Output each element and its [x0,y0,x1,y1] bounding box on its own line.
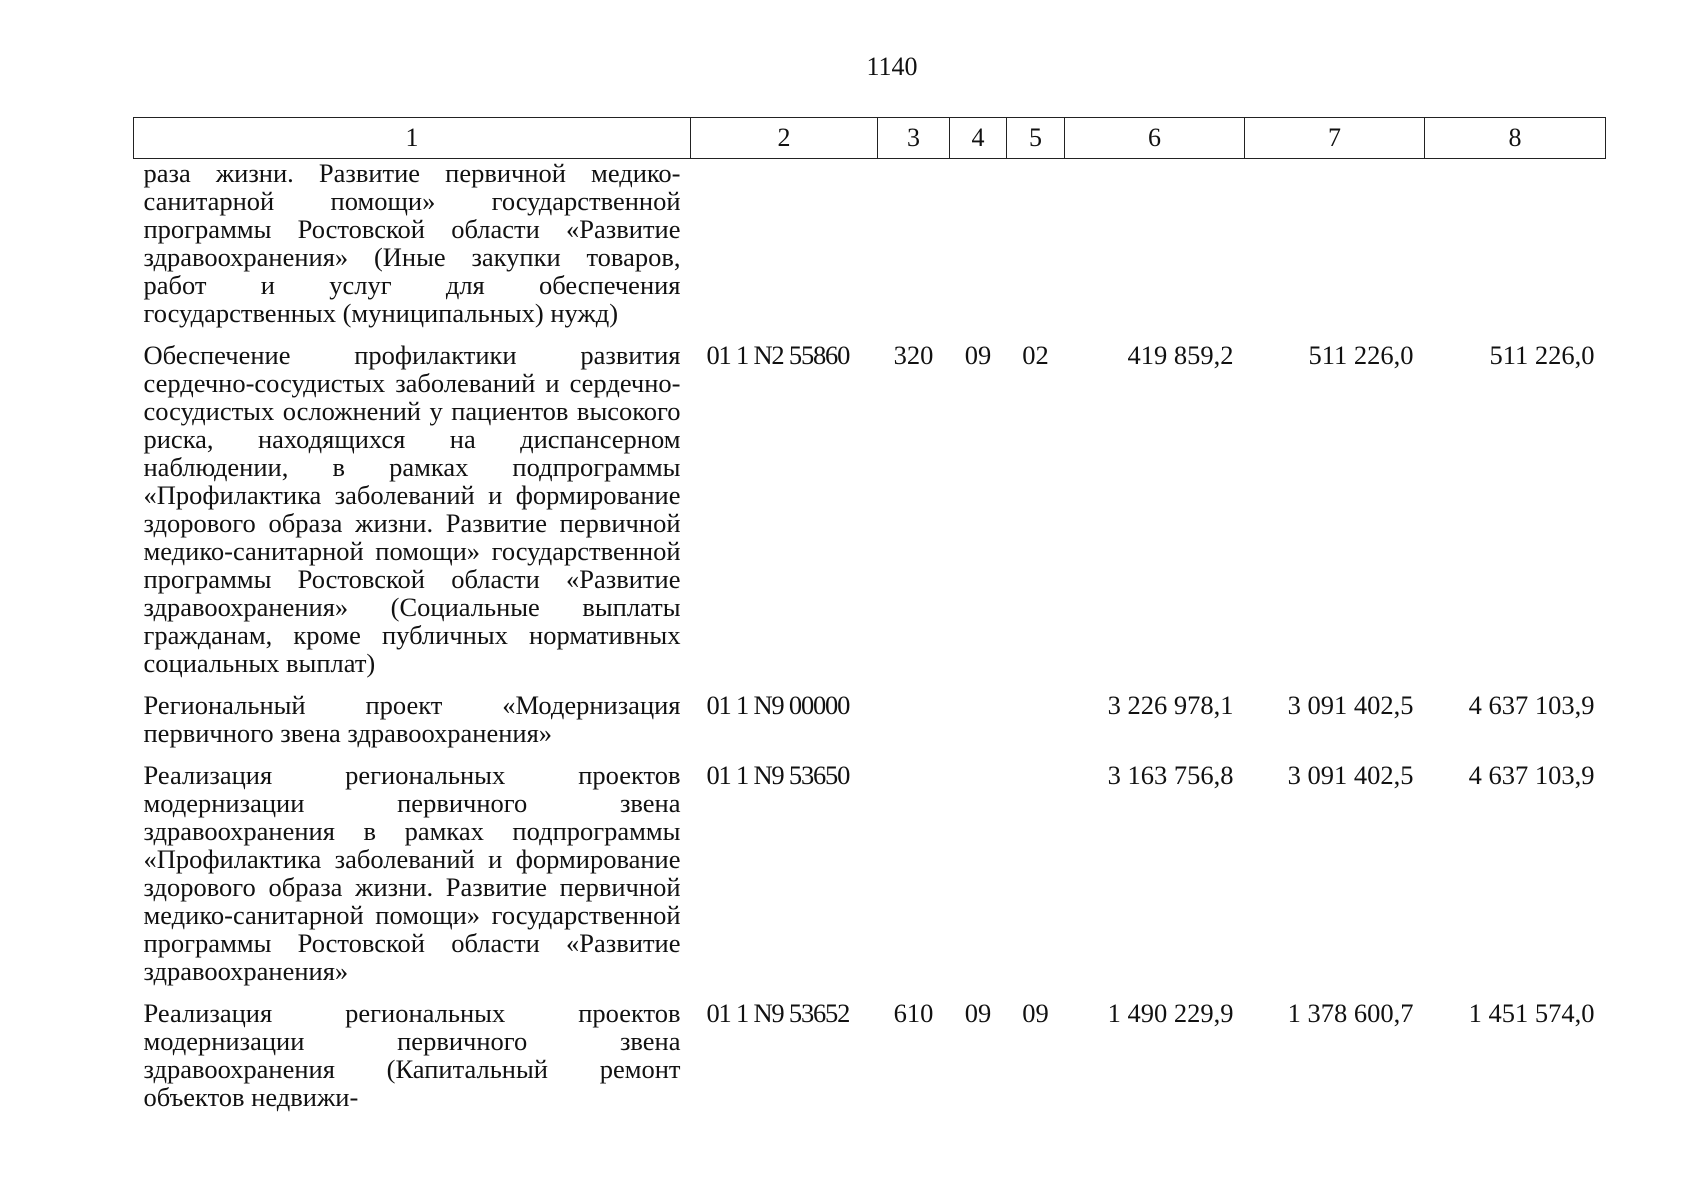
row-col5-cell [1007,159,1065,342]
row-col3-cell [878,761,950,999]
column-header-2: 2 [691,118,878,159]
row-value6-cell: 1 490 229,9 [1107,998,1234,1028]
row-code-cell: 01 1 N9 53650 [706,760,850,790]
table-row [134,159,1606,342]
row-value7-cell: 3 091 402,5 [1287,690,1414,720]
row-code-cell: 01 1 N9 00000 [706,690,850,720]
budget-table [133,117,1606,1125]
row-col5-cell: 02 [1022,340,1049,370]
row-value8-cell: 1 451 574,0 [1468,998,1595,1028]
table-row [134,341,1606,691]
row-name-cell: Реализация региональных проектов модернизации первичного звена здравоохранения (Капитальный ремонт объектов недвижи- [143,998,681,1112]
table-row [134,999,1606,1125]
row-value8-cell: 4 637 103,9 [1468,760,1595,790]
row-col5-cell [1007,761,1065,999]
row-value6-cell [1065,159,1245,342]
column-header-5: 5 [1007,118,1065,159]
row-name-cell: раза жизни. Развитие первичной медико-санитарной помощи» государственной программы Ростовской области «Развитие здравоохранения» (Иные закупки товаров, работ и услуг для обеспечения государственных (муниципальных) нужд) [143,158,681,328]
row-code-cell: 01 1 N2 55860 [706,340,850,370]
row-value6-cell: 3 163 756,8 [1107,760,1234,790]
row-col4-cell: 09 [964,340,992,370]
table-row [134,761,1606,999]
column-header-6: 6 [1065,118,1245,159]
row-name-cell: Региональный проект «Модернизация первичного звена здравоохранения» [143,690,681,748]
row-value7-cell: 1 378 600,7 [1287,998,1414,1028]
row-col3-cell [878,691,950,761]
row-col5-cell [1007,691,1065,761]
column-header-3: 3 [878,118,950,159]
page-number: 1140 [866,52,918,81]
row-code-cell: 01 1 N9 53652 [706,998,850,1028]
row-col4-cell: 09 [964,998,992,1028]
row-value7-cell [1245,159,1425,342]
row-value8-cell: 511 226,0 [1489,340,1595,370]
row-col3-cell: 320 [893,340,934,370]
table-row [134,691,1606,761]
row-value8-cell: 4 637 103,9 [1468,690,1595,720]
row-name-cell: Обеспечение профилактики развития сердечно-сосудистых заболеваний и сердечно-сосудистых осложнений у пациентов высокого риска, находящихся на диспансерном наблюдении, в рамках подпрограммы «Профилактика заболеваний и формирование здорового образа жизни. Развитие первичной медико-санитарной помощи» государственной программы Ростовской области «Развитие здравоохранения» (Социальные выплаты гражданам, кроме публичных нормативных социальных выплат) [143,340,681,678]
column-header-4: 4 [950,118,1007,159]
row-value6-cell: 419 859,2 [1127,340,1234,370]
row-col3-cell [878,159,950,342]
column-header-7: 7 [1245,118,1425,159]
row-value7-cell: 511 226,0 [1308,340,1414,370]
row-col4-cell [950,761,1007,999]
column-header-8: 8 [1425,118,1606,159]
row-code-cell [691,159,878,342]
row-name-cell: Реализация региональных проектов модернизации первичного звена здравоохранения в рамках подпрограммы «Профилактика заболеваний и формирование здорового образа жизни. Развитие первичной медико-санитарной помощи» государственной программы Ростовской области «Развитие здравоохранения» [143,760,681,986]
column-header-1: 1 [134,118,691,159]
row-value6-cell: 3 226 978,1 [1107,690,1234,720]
row-col4-cell [950,159,1007,342]
table-header-row [134,118,1606,159]
row-col5-cell: 09 [1022,998,1049,1028]
row-col4-cell [950,691,1007,761]
row-value8-cell [1425,159,1606,342]
row-value7-cell: 3 091 402,5 [1287,760,1414,790]
row-col3-cell: 610 [893,998,934,1028]
